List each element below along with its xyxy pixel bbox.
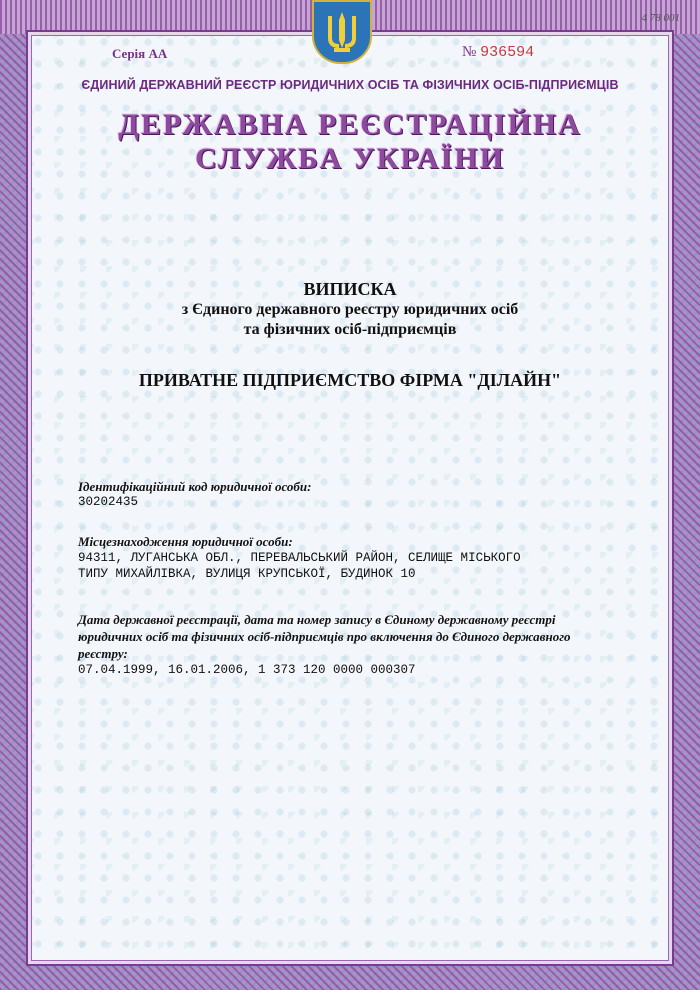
code-value: 30202435: [78, 495, 139, 509]
trident-emblem-icon: [312, 0, 372, 64]
service-title-line1: ДЕРЖАВНА РЕЄСТРАЦІЙНА: [118, 108, 582, 141]
number-prefix: №: [462, 44, 477, 60]
registration-label: Дата державної реєстрації, дата та номер запису в Єдиному державному реєстрі юридичних осіб та фізичних осіб-підприємців про включення до Єдиного державного реєстру:: [78, 612, 571, 661]
number-value: 936594: [480, 44, 535, 61]
address-label: Місцезнаходження юридичної особи:: [78, 534, 293, 549]
extract-subtitle-line1: з Єдиного державного реєстру юридичних осіб: [181, 301, 519, 318]
series-label: Серія АА: [112, 46, 168, 61]
service-title-line2: СЛУЖБА УКРАЇНИ: [195, 142, 505, 175]
trident-icon: [324, 10, 360, 54]
extract-title: ВИПИСКА: [303, 279, 397, 299]
extract-subtitle-line2: та фізичних осіб-підприємців: [243, 321, 457, 338]
registry-heading: ЄДИНИЙ ДЕРЖАВНИЙ РЕЄСТР ЮРИДИЧНИХ ОСІБ ТА ФІЗИЧНИХ ОСІБ-ПІДПРИЄМЦІВ: [81, 78, 619, 92]
code-label: Ідентифікаційний код юридичної особи:: [78, 479, 312, 494]
address-value: 94311, ЛУГАНСЬКА ОБЛ., ПЕРЕВАЛЬСЬКИЙ РАЙОН, СЕЛИЩЕ МІСЬКОГО ТИПУ МИХАЙЛІВКА, ВУЛИЦЯ КРУПСЬКОЇ, БУДИНОК 10: [78, 551, 521, 581]
service-title: [0, 108, 700, 176]
document-number: [462, 44, 534, 61]
extract-heading: [0, 278, 700, 340]
registration-value: 07.04.1999, 16.01.2006, 1 373 120 0000 000307: [78, 663, 416, 677]
company-name: ПРИВАТНЕ ПІДПРИЄМСТВО ФІРМА "ДІЛАЙН": [138, 370, 562, 390]
corner-serial: 4 78 001: [641, 12, 680, 24]
